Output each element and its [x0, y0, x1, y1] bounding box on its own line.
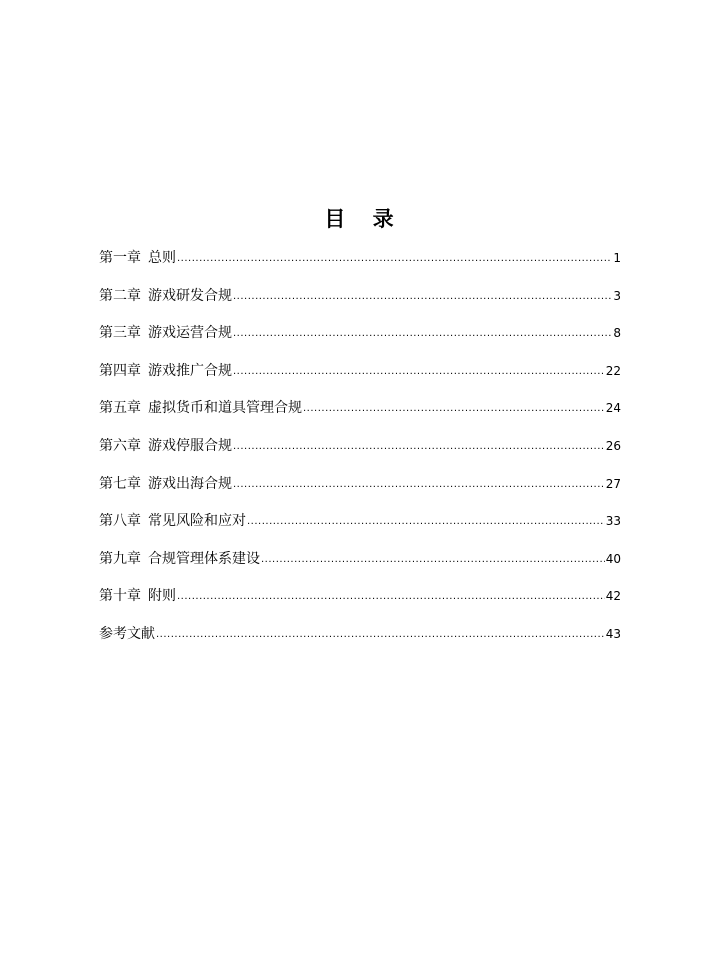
- toc-chapter-title: 游戏运营合规: [148, 325, 232, 342]
- toc-page-number: 33: [605, 514, 621, 529]
- toc-chapter-title: 游戏出海合规: [148, 475, 232, 492]
- toc-entry-references[interactable]: [99, 620, 621, 658]
- toc-dot-leader: [233, 358, 605, 386]
- toc-title: 目 录: [324, 207, 404, 231]
- toc-chapter-title: 附则: [148, 588, 176, 605]
- toc-page-number: 22: [605, 363, 621, 378]
- toc-entry-chapter-7[interactable]: [99, 470, 621, 508]
- toc-entry-chapter-5[interactable]: [99, 394, 621, 432]
- toc-chapter-title: 游戏推广合规: [148, 362, 232, 379]
- toc-dot-leader: [177, 245, 612, 273]
- toc-entry-chapter-8[interactable]: [99, 507, 621, 545]
- toc-dot-leader: [233, 433, 605, 461]
- toc-dot-leader: [177, 583, 605, 611]
- toc-dot-leader: [233, 283, 612, 311]
- toc-dot-leader: [247, 508, 605, 536]
- toc-page-number: 26: [605, 438, 621, 453]
- toc-chapter-number: 第三章: [99, 325, 141, 342]
- toc-entry-chapter-4[interactable]: [99, 357, 621, 395]
- toc-page-number: 43: [605, 626, 621, 641]
- toc-chapter-number: 第四章: [99, 362, 141, 379]
- toc-chapter-title: 虚拟货币和道具管理合规: [148, 400, 302, 417]
- toc-chapter-number: 第九章: [99, 550, 141, 567]
- toc-page-number: 1: [613, 251, 621, 265]
- toc-page-number: 3: [613, 288, 621, 303]
- toc-chapter-title: 常见风险和应对: [148, 513, 246, 530]
- toc-entry-chapter-9[interactable]: [99, 545, 621, 583]
- toc-chapter-number: 第二章: [99, 287, 141, 304]
- toc-chapter-number: 第一章: [99, 250, 141, 266]
- toc-chapter-title: 总则: [148, 250, 176, 266]
- toc-page-number: 27: [605, 476, 621, 491]
- toc-entry-chapter-2[interactable]: [99, 282, 621, 320]
- toc-dot-leader: [233, 471, 605, 499]
- toc-dot-leader: [156, 621, 605, 649]
- toc-chapter-title: 游戏停服合规: [148, 437, 232, 454]
- toc-chapter-title: 参考文献: [99, 625, 155, 642]
- toc-page-number: 24: [605, 401, 621, 416]
- toc-entry-chapter-6[interactable]: [99, 432, 621, 470]
- toc-chapter-number: 第十章: [99, 588, 141, 605]
- toc-chapter-number: 第七章: [99, 475, 141, 492]
- toc-entry-chapter-1[interactable]: [99, 244, 621, 282]
- toc-page-number: 42: [605, 589, 621, 604]
- toc-page-number: 40: [605, 551, 621, 566]
- table-of-contents: [99, 244, 621, 658]
- toc-chapter-number: 第六章: [99, 437, 141, 454]
- toc-entry-chapter-10[interactable]: [99, 582, 621, 620]
- toc-dot-leader: [303, 395, 605, 423]
- toc-dot-leader: [233, 320, 612, 348]
- toc-chapter-title: 合规管理体系建设: [148, 550, 260, 567]
- toc-chapter-number: 第五章: [99, 400, 141, 417]
- toc-entry-chapter-3[interactable]: [99, 319, 621, 357]
- toc-chapter-number: 第八章: [99, 513, 141, 530]
- toc-dot-leader: [261, 546, 605, 574]
- toc-chapter-title: 游戏研发合规: [148, 287, 232, 304]
- toc-page-number: 8: [613, 326, 621, 341]
